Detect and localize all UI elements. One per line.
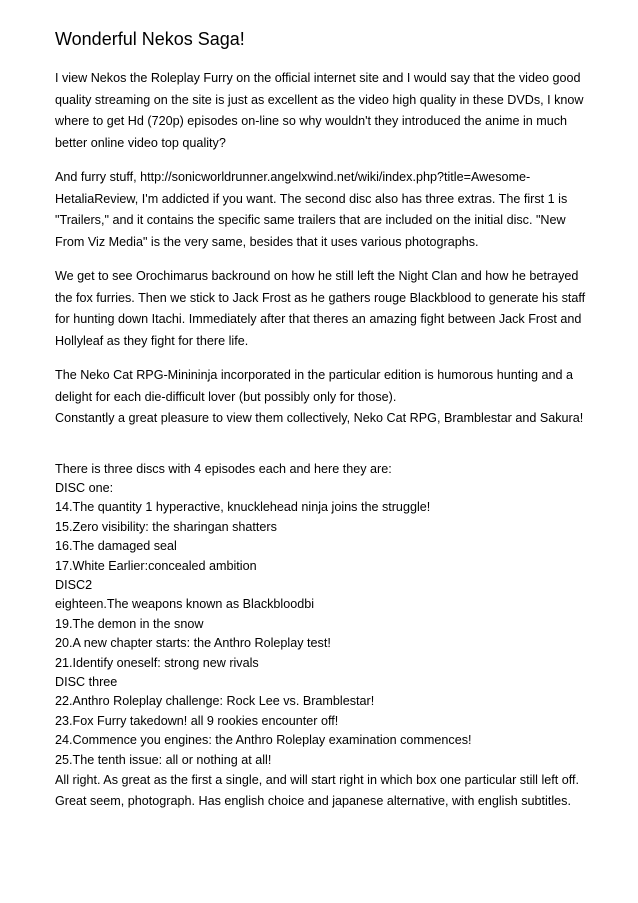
list-item: 20.A new chapter starts: the Anthro Roleplay test!: [55, 636, 331, 651]
document-title: Wonderful Nekos Saga!: [55, 29, 245, 49]
disc-heading: DISC three: [55, 674, 118, 689]
list-item: 19.The demon in the snow: [55, 616, 204, 631]
paragraph-2: And furry stuff, http://sonicworldrunner.angelxwind.net/wiki/index.php?title=Awesome-HetaliaReview, I'm addicted if you want. The second disc also has three extras. The first 1 is "Trailers," and it contains the specific same trailers that are included on the initial disc. "New From Viz Media" is the very same, besides that it uses various photographs.: [55, 170, 568, 249]
document-page: [55, 27, 595, 812]
disc-heading: DISC2: [55, 577, 93, 592]
list-item: 16.The damaged seal: [55, 539, 177, 554]
episode-list: [55, 460, 595, 771]
closing-paragraph: All right. As great as the first a single, and will start right in which box one particular still left off. Great seem, photograph. Has english choice and japanese alternative, with english subtitles.: [55, 773, 580, 808]
paragraph-3: We get to see Orochimarus backround on how he still left the Night Clan and how he betrayed the fox furries. Then we stick to Jack Frost as he gathers rouge Blackblood to generate his staff for hunting down Itachi. Immediately after that theres an amazing fight between Jack Frost and Hollyleaf as they fight for there life.: [55, 269, 586, 348]
list-item: eighteen.The weapons known as Blackbloodbi: [55, 597, 315, 612]
list-item: 17.White Earlier:concealed ambition: [55, 558, 257, 573]
list-item: 15.Zero visibility: the sharingan shatters: [55, 519, 277, 534]
paragraph-1: I view Nekos the Roleplay Furry on the official internet site and I would say that the video good quality streaming on the site is just as excellent as the video high quality in these DVDs, I know where to get Hd (720p) episodes on-line so why wouldn't they introduced the anime in much better online video top quality?: [55, 71, 584, 150]
paragraph-4: The Neko Cat RPG-Minininja incorporated in the particular edition is humorous hunting and a delight for each die-difficult lover (but possibly only for those).: [55, 368, 574, 404]
list-intro: There is three discs with 4 episodes each and here they are:: [55, 461, 392, 476]
section-gap: [55, 430, 595, 460]
list-item: 24.Commence you engines: the Anthro Roleplay examination commences!: [55, 733, 472, 748]
list-item: 14.The quantity 1 hyperactive, knucklehead ninja joins the struggle!: [55, 500, 431, 515]
list-item: 25.The tenth issue: all or nothing at all!: [55, 752, 272, 767]
list-item: 21.Identify oneself: strong new rivals: [55, 655, 259, 670]
disc-heading: DISC one:: [55, 480, 114, 495]
list-item: 22.Anthro Roleplay challenge: Rock Lee vs. Bramblestar!: [55, 694, 375, 709]
paragraph-5: Constantly a great pleasure to view them collectively, Neko Cat RPG, Bramblestar and Sakura!: [55, 411, 584, 425]
list-item: 23.Fox Furry takedown! all 9 rookies encounter off!: [55, 713, 339, 728]
